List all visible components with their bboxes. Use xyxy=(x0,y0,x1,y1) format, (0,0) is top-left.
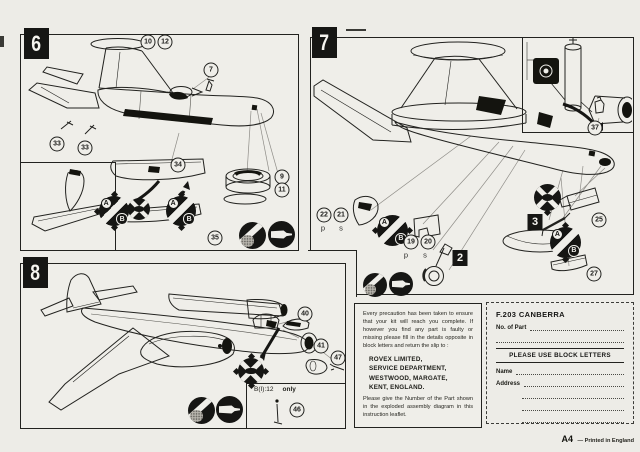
part-callout-7: 7 xyxy=(204,63,219,78)
name-field xyxy=(516,368,624,375)
address-line: KENT, ENGLAND. xyxy=(369,384,425,391)
version-b-letter: B xyxy=(395,233,407,245)
alignment-cross-symbol xyxy=(534,184,561,211)
address-label: Address xyxy=(496,381,521,387)
part-callout-21: 21 xyxy=(334,208,349,223)
version-a-letter: A xyxy=(379,217,391,229)
part-number-label: No. of Part xyxy=(496,325,527,331)
square-callout-3: 3 xyxy=(528,214,543,230)
cement-symbol xyxy=(268,221,295,248)
part-callout-33: 33 xyxy=(78,141,93,156)
plastic-sprue-label: s xyxy=(423,250,427,260)
part-number-field-line2 xyxy=(496,336,624,343)
part-callout-34: 34 xyxy=(171,158,186,173)
part-callout-12: 12 xyxy=(158,35,173,50)
version-a-letter: A xyxy=(552,229,564,241)
part-callout-11: 11 xyxy=(275,183,290,198)
plastic-sprue-label: p xyxy=(320,223,326,233)
version-b-letter: B xyxy=(183,213,194,224)
step-7-number: 7 xyxy=(319,29,330,55)
paint-symbol xyxy=(239,222,266,249)
divider xyxy=(496,348,624,349)
plastic-sprue-label: s xyxy=(339,223,343,233)
landing-gear-part xyxy=(423,244,452,286)
service-address xyxy=(369,355,473,393)
pitot-part-47 xyxy=(330,364,344,371)
nose-cone-part-41 xyxy=(306,359,327,374)
cement-symbol xyxy=(389,272,413,296)
step-8-number-box xyxy=(23,257,48,288)
cement-disc xyxy=(216,396,243,423)
part-callout-40: 40 xyxy=(298,307,313,322)
part-callout-25: 25 xyxy=(592,213,607,228)
scan-artifact xyxy=(346,29,366,31)
paint-disc xyxy=(188,397,215,424)
part-callout-10: 10 xyxy=(141,35,156,50)
cross-disc xyxy=(238,358,264,384)
address-field-line4 xyxy=(522,416,624,423)
block-letters-heading: PLEASE USE BLOCK LETTERS xyxy=(509,352,611,359)
part-number-field xyxy=(530,324,624,331)
step-7-number-box xyxy=(312,27,337,58)
version-a-letter: A xyxy=(101,198,112,209)
step-7-inset-box xyxy=(522,37,634,133)
flap-part xyxy=(414,215,440,237)
scan-artifact xyxy=(0,36,4,47)
part-callout-20: 20 xyxy=(421,235,436,250)
address-field xyxy=(524,380,624,387)
part-callout-19: 19 xyxy=(404,235,419,250)
part-callout-27: 27 xyxy=(587,267,602,282)
cross-disc xyxy=(534,184,561,211)
address-field-line2 xyxy=(522,392,624,399)
part-callout-22: 22 xyxy=(317,208,332,223)
part-callout-35: 35 xyxy=(208,231,223,246)
notice-outro: Please give the Number of the Part shown in the exploded assembly diagram in this instruction leaflet. xyxy=(363,396,473,419)
step-6-number: 6 xyxy=(31,30,42,56)
version-ab-symbol xyxy=(99,196,129,226)
version-ab-symbol xyxy=(377,215,408,246)
flap-25-part xyxy=(560,188,599,210)
paint-disc xyxy=(363,273,387,297)
plastic-sprue-label: p xyxy=(403,250,409,260)
alignment-cross-symbol xyxy=(238,358,264,384)
sheet-code: A4 xyxy=(561,434,573,444)
windscreen-part xyxy=(353,196,378,225)
address-line: ROVEX LIMITED, xyxy=(369,355,423,363)
address-field-line3 xyxy=(522,404,624,411)
kit-title: F.203 CANBERRA xyxy=(496,310,565,319)
step-8-number: 8 xyxy=(30,259,41,285)
step-6-number-box xyxy=(24,28,49,59)
cement-symbol xyxy=(216,396,243,423)
version-ab-symbol xyxy=(166,196,196,226)
variant-only-text: only xyxy=(282,386,296,393)
service-notice-box xyxy=(354,303,482,428)
cross-disc xyxy=(128,198,150,220)
part-callout-47: 47 xyxy=(331,351,346,366)
print-footer xyxy=(470,429,634,447)
paint-symbol xyxy=(188,397,215,424)
address-line: WESTWOOD, MARGATE, xyxy=(369,374,448,382)
cement-disc xyxy=(268,221,295,248)
notice-intro: Every precaution has been taken to ensure that your kit will reach you complete. If however you find any part is faulty or missing please fill in the details opposite in block letters and return the slip to : xyxy=(363,311,473,349)
part-callout-33: 33 xyxy=(50,137,65,152)
version-b-letter: B xyxy=(116,213,127,224)
missing-part-form xyxy=(486,302,634,424)
version-a-letter: A xyxy=(168,198,179,209)
paint-symbol xyxy=(363,273,387,297)
printed-in-england: — Printed in England xyxy=(577,438,634,444)
variant-restriction-label xyxy=(254,386,296,393)
part-callout-37: 37 xyxy=(588,121,603,136)
leader-lines xyxy=(171,75,279,177)
wheel-parts-9-11 xyxy=(224,169,270,204)
divider xyxy=(496,362,624,363)
alignment-cross-symbol xyxy=(128,198,150,220)
address-line: SERVICE DEPARTMENT, xyxy=(369,365,447,373)
square-callout-2: 2 xyxy=(453,250,468,266)
part-callout-9: 9 xyxy=(275,170,290,185)
version-ab-symbol xyxy=(550,227,581,258)
part-callout-46: 46 xyxy=(290,403,305,418)
part-7-drawing xyxy=(206,79,214,91)
version-b-letter: B xyxy=(568,245,580,257)
aerial-marks xyxy=(61,121,96,134)
part-callout-41: 41 xyxy=(314,339,329,354)
name-label: Name xyxy=(496,369,513,375)
variant-name: B(I):12 xyxy=(254,386,274,393)
paint-disc xyxy=(239,222,266,249)
cement-disc xyxy=(389,272,413,296)
